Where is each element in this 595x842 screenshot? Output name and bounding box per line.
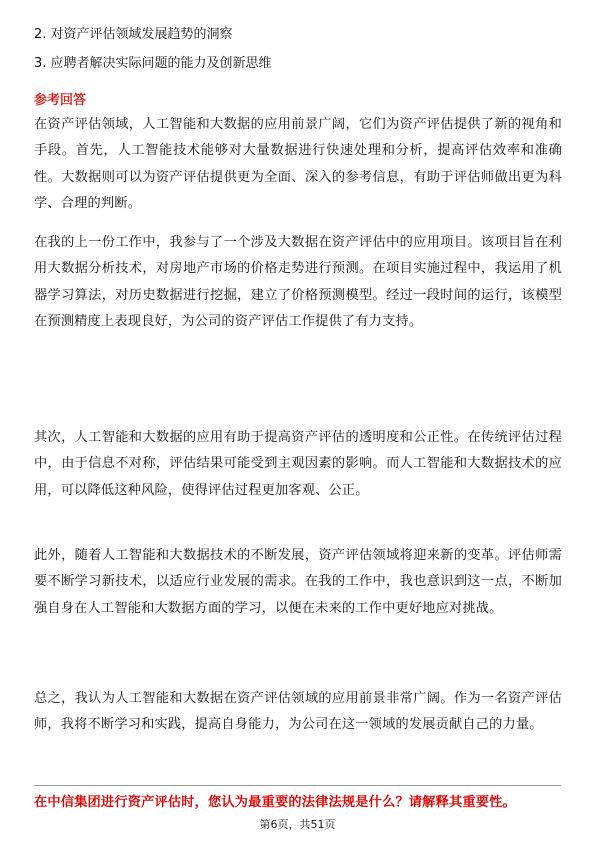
answer-paragraph: 在我的上一份工作中，我参与了一个涉及大数据在资产评估中的应用项目。该项目旨在利用大数据分析技术，对房地产市场的价格走势进行预测。在项目实施过程中，我运用了机器学习算法，对历史数据进行挖掘，建立了价格预测模型。经过一段时间的运行，该模型在预测精度上表现良好，为公司的资产评估工作提供了有力支持。 (34, 235, 562, 330)
divider (34, 785, 561, 786)
answer-heading: 参考回答 (34, 93, 87, 108)
answer-paragraph: 此外，随着人工智能和大数据技术的不断发展，资产评估领域将迎来新的变革。评估师需要不断学习新技术，以适应行业发展的需求。在我的工作中，我也意识到这一点，不断加强自身在人工智能和大数据方面的学习，以便在未来的工作中更好地应对挑战。 (34, 548, 562, 616)
answer-paragraph: 总之，我认为人工智能和大数据在资产评估领域的应用前景非常广阔。作为一名资产评估师，我将不断学习和实践，提高自身能力，为公司在这一领域的发展贡献自己的力量。 (34, 691, 562, 733)
list-item: 3. 应聘者解决实际问题的能力及创新思维 (34, 56, 272, 71)
answer-paragraph: 其次，人工智能和大数据的应用有助于提高资产评估的透明度和公正性。在传统评估过程中，由于信息不对称，评估结果可能受到主观因素的影响。而人工智能和大数据技术的应用，可以降低这种风险，使得评估过程更加客观、公正。 (34, 430, 562, 498)
answer-paragraph: 在资产评估领域，人工智能和大数据的应用前景广阔，它们为资产评估提供了新的视角和手段。首先，人工智能技术能够对大量数据进行快速处理和分析，提高评估效率和准确性。大数据则可以为资产评估提供更为全面、深入的参考信息，有助于评估师做出更为科学、合理的判断。 (34, 117, 562, 212)
page-number: 第6页，共51页 (259, 818, 336, 831)
list-item: 2. 对资产评估领域发展趋势的洞察 (34, 27, 233, 42)
next-question: 在中信集团进行资产评估时，您认为最重要的法律法规是什么？请解释其重要性。 (34, 795, 516, 810)
